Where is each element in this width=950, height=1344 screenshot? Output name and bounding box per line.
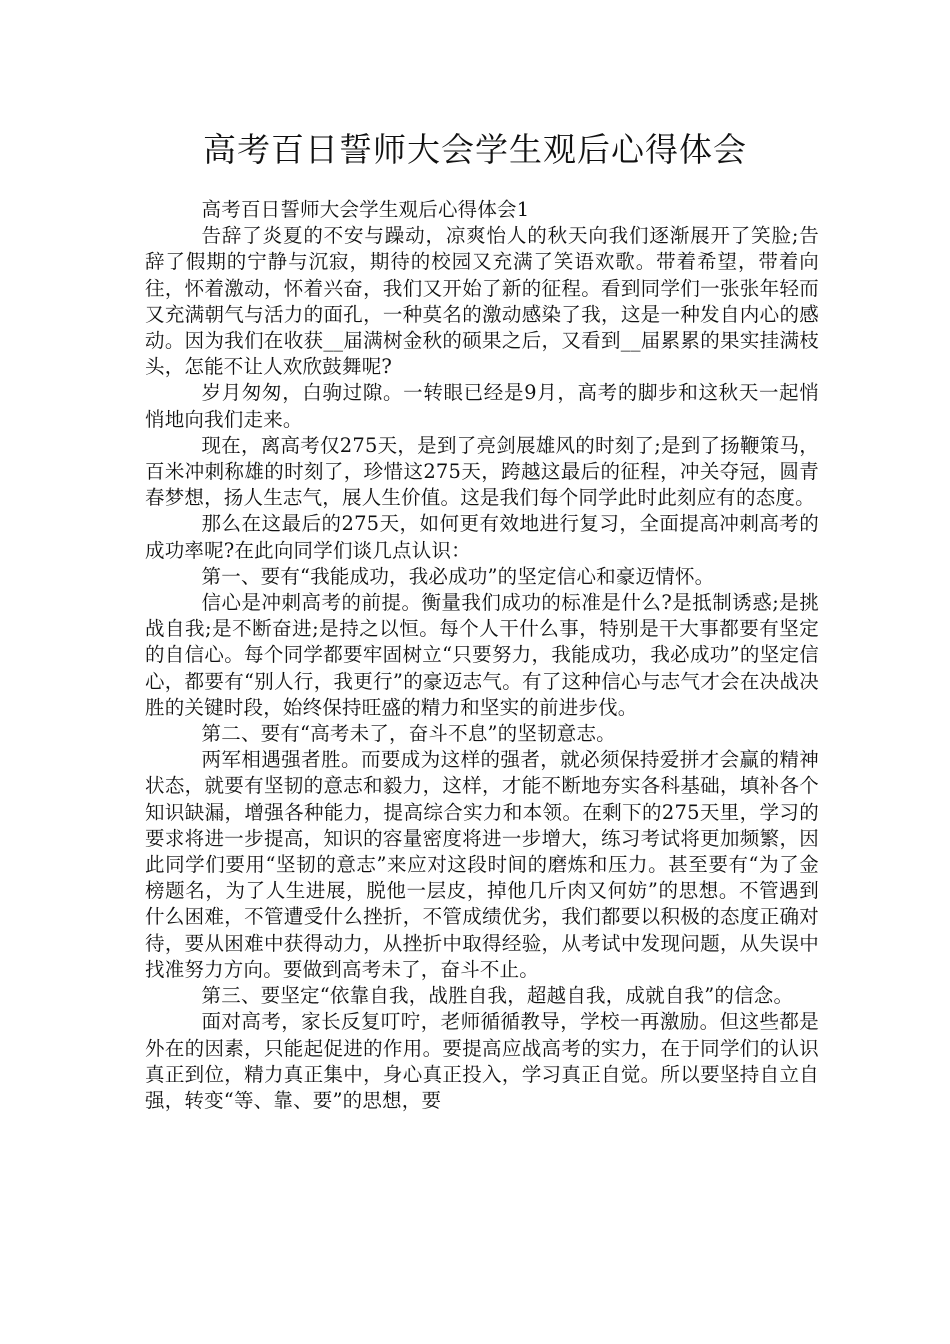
document-body — [145, 197, 819, 1114]
paragraph: 现在，离高考仅275天，是到了亮剑展雄风的时刻了;是到了扬鞭策马，百米冲刺称雄的时刻了，珍惜这275天，跨越这最后的征程，冲关夺冠，圆青春梦想，扬人生志气，展人生价值。这是我们每个同学此时此刻应有的态度。 — [145, 433, 819, 510]
point-heading: 第三、要坚定“依靠自我，战胜自我，超越自我，成就自我”的信念。 — [201, 984, 794, 1008]
paragraph: 面对高考，家长反复叮咛，老师循循教导，学校一再激励。但这些都是外在的因素，只能起促进的作用。要提高应战高考的实力，在于同学们的认识真正到位，精力真正集中，身心真正投入，学习真正自觉。所以要坚持自立自强，转变“等、靠、要”的思想，要 — [145, 1010, 819, 1112]
section-heading: 高考百日誓师大会学生观后心得体会1 — [201, 198, 530, 221]
document-title: 高考百日誓师大会学生观后心得体会 — [203, 130, 747, 169]
point-heading: 第二、要有“高考未了，奋斗不息”的坚韧意志。 — [201, 722, 616, 746]
paragraph: 两军相遇强者胜。而要成为这样的强者，就必须保持爱拼才会赢的精神状态，就要有坚韧的意志和毅力，这样，才能不断地夯实各科基础，填补各个知识缺漏，增强各种能力，提高综合实力和本领。在剩下的275天里，学习的要求将进一步提高，知识的容量密度将进一步增大，练习考试将更加频繁，因此同学们要用“坚韧的意志”来应对这段时间的磨炼和压力。甚至要有“为了金榜题名，为了人生进展，脱他一层皮，掉他几斤肉又何妨”的思想。不管遇到什么困难，不管遭受什么挫折，不管成绩优劣，我们都要以积极的态度正确对待，要从困难中获得动力，从挫折中取得经验，从考试中发现问题，从失误中找准努力方向。要做到高考未了，奋斗不止。 — [145, 748, 819, 981]
paragraph: 信心是冲刺高考的前提。衡量我们成功的标准是什么?是抵制诱惑;是挑战自我;是不断奋进;是持之以恒。每个人干什么事，特别是干大事都要有坚定的自信心。每个同学都要牢固树立“只要努力，我能成功，我必成功”的坚定信心，都要有“别人行，我更行”的豪迈志气。有了这种信心与志气才会在决战决胜的关键时段，始终保持旺盛的精力和坚实的前进步伐。 — [145, 591, 819, 719]
paragraph: 岁月匆匆，白驹过隙。一转眼已经是9月，高考的脚步和这秋天一起悄悄地向我们走来。 — [145, 381, 819, 431]
paragraph: 那么在这最后的275天，如何更有效地进行复习，全面提高冲刺高考的成功率呢?在此向同学们谈几点认识： — [145, 512, 819, 562]
point-heading: 第一、要有“我能成功，我必成功”的坚定信心和豪迈情怀。 — [201, 564, 715, 588]
paragraph: 告辞了炎夏的不安与躁动，凉爽怡人的秋天向我们逐渐展开了笑脸;告辞了假期的宁静与沉寂，期待的校园又充满了笑语欢歌。带着希望，带着向往，怀着激动，怀着兴奋，我们又开始了新的征程。看到同学们一张张年轻而又充满朝气与活力的面孔，一种莫名的激动感染了我，这是一种发自内心的感动。因为我们在收获__届满树金秋的硕果之后，又看到__届累累的果实挂满枝头，怎能不让人欢欣鼓舞呢? — [145, 224, 819, 379]
